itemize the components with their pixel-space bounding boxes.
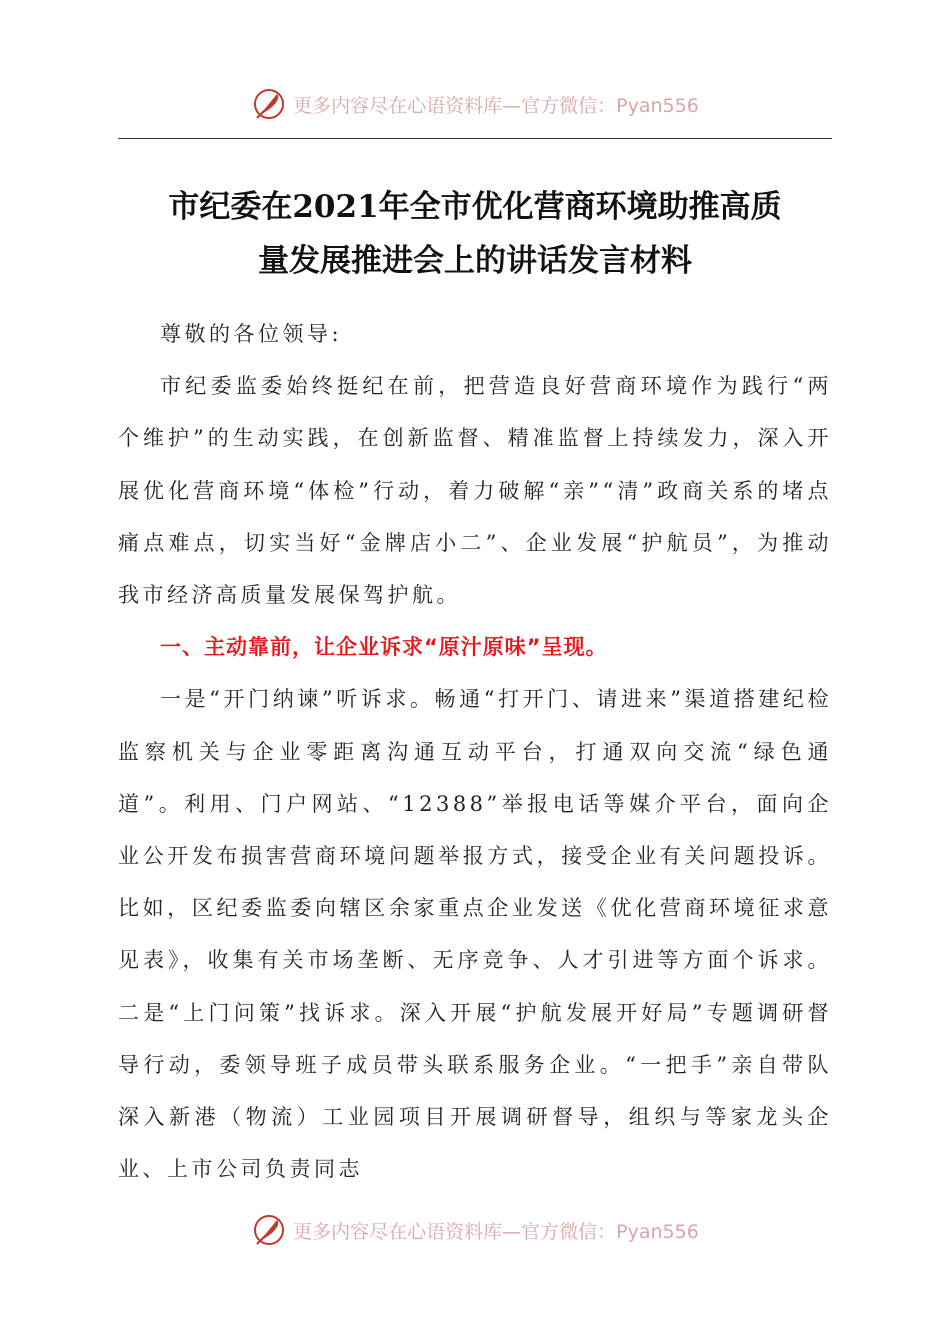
feather-pen-logo-icon — [251, 1212, 287, 1248]
section-heading-1: 一、主动靠前，让企业诉求“原汁原味”呈现。 — [160, 635, 608, 660]
title-line-1: 市纪委在2021年全市优化营商环境助推高质 — [168, 189, 782, 225]
feather-pen-logo-icon — [251, 86, 287, 122]
watermark-text: 更多内容尽在心语资料库—官方微信：Pyan556 — [293, 94, 699, 117]
intro-paragraph: 市纪委监委始终挺纪在前，把营造良好营商环境作为践行“两个维护”的生动实践，在创新监督、精准监督上持续发力，深入开展优化营商环境“体检”行动，着力破解“亲”“清”政商关系的堵点痛点难点，切实当好“金牌店小二”、企业发展“护航员”，为推动我市经济高质量发展保驾护航。 — [118, 374, 832, 608]
title-line-2: 量发展推进会上的讲话发言材料 — [258, 243, 692, 279]
section-1-paragraph: 一是“开门纳谏”听诉求。畅通“打开门、请进来”渠道搭建纪检监察机关与企业零距离沟通互动平台，打通双向交流“绿色通道”。利用、门户网站、“12388”举报电话等媒介平台，面向企业公开发布损害营商环境问题举报方式，接受企业有关问题投诉。比如，区纪委监委向辖区余家重点企业发送《优化营商环境征求意见表》，收集有关市场垄断、无序竞争、人才引进等方面个诉求。二是“上门问策”找诉求。深入开展“护航发展开好局”专题调研督导行动，委领导班子成员带头联系服务企业。“一把手”亲自带队深入新港（物流）工业园项目开展调研督导，组织与等家龙头企业、上市公司负责同志 — [118, 687, 832, 1182]
header-divider — [118, 138, 832, 139]
header-watermark — [0, 84, 950, 124]
watermark-text: 更多内容尽在心语资料库—官方微信：Pyan556 — [293, 1220, 699, 1243]
footer-watermark — [0, 1210, 950, 1250]
document-title — [100, 180, 850, 288]
document-body — [118, 308, 832, 1195]
salutation: 尊敬的各位领导: — [160, 322, 343, 346]
